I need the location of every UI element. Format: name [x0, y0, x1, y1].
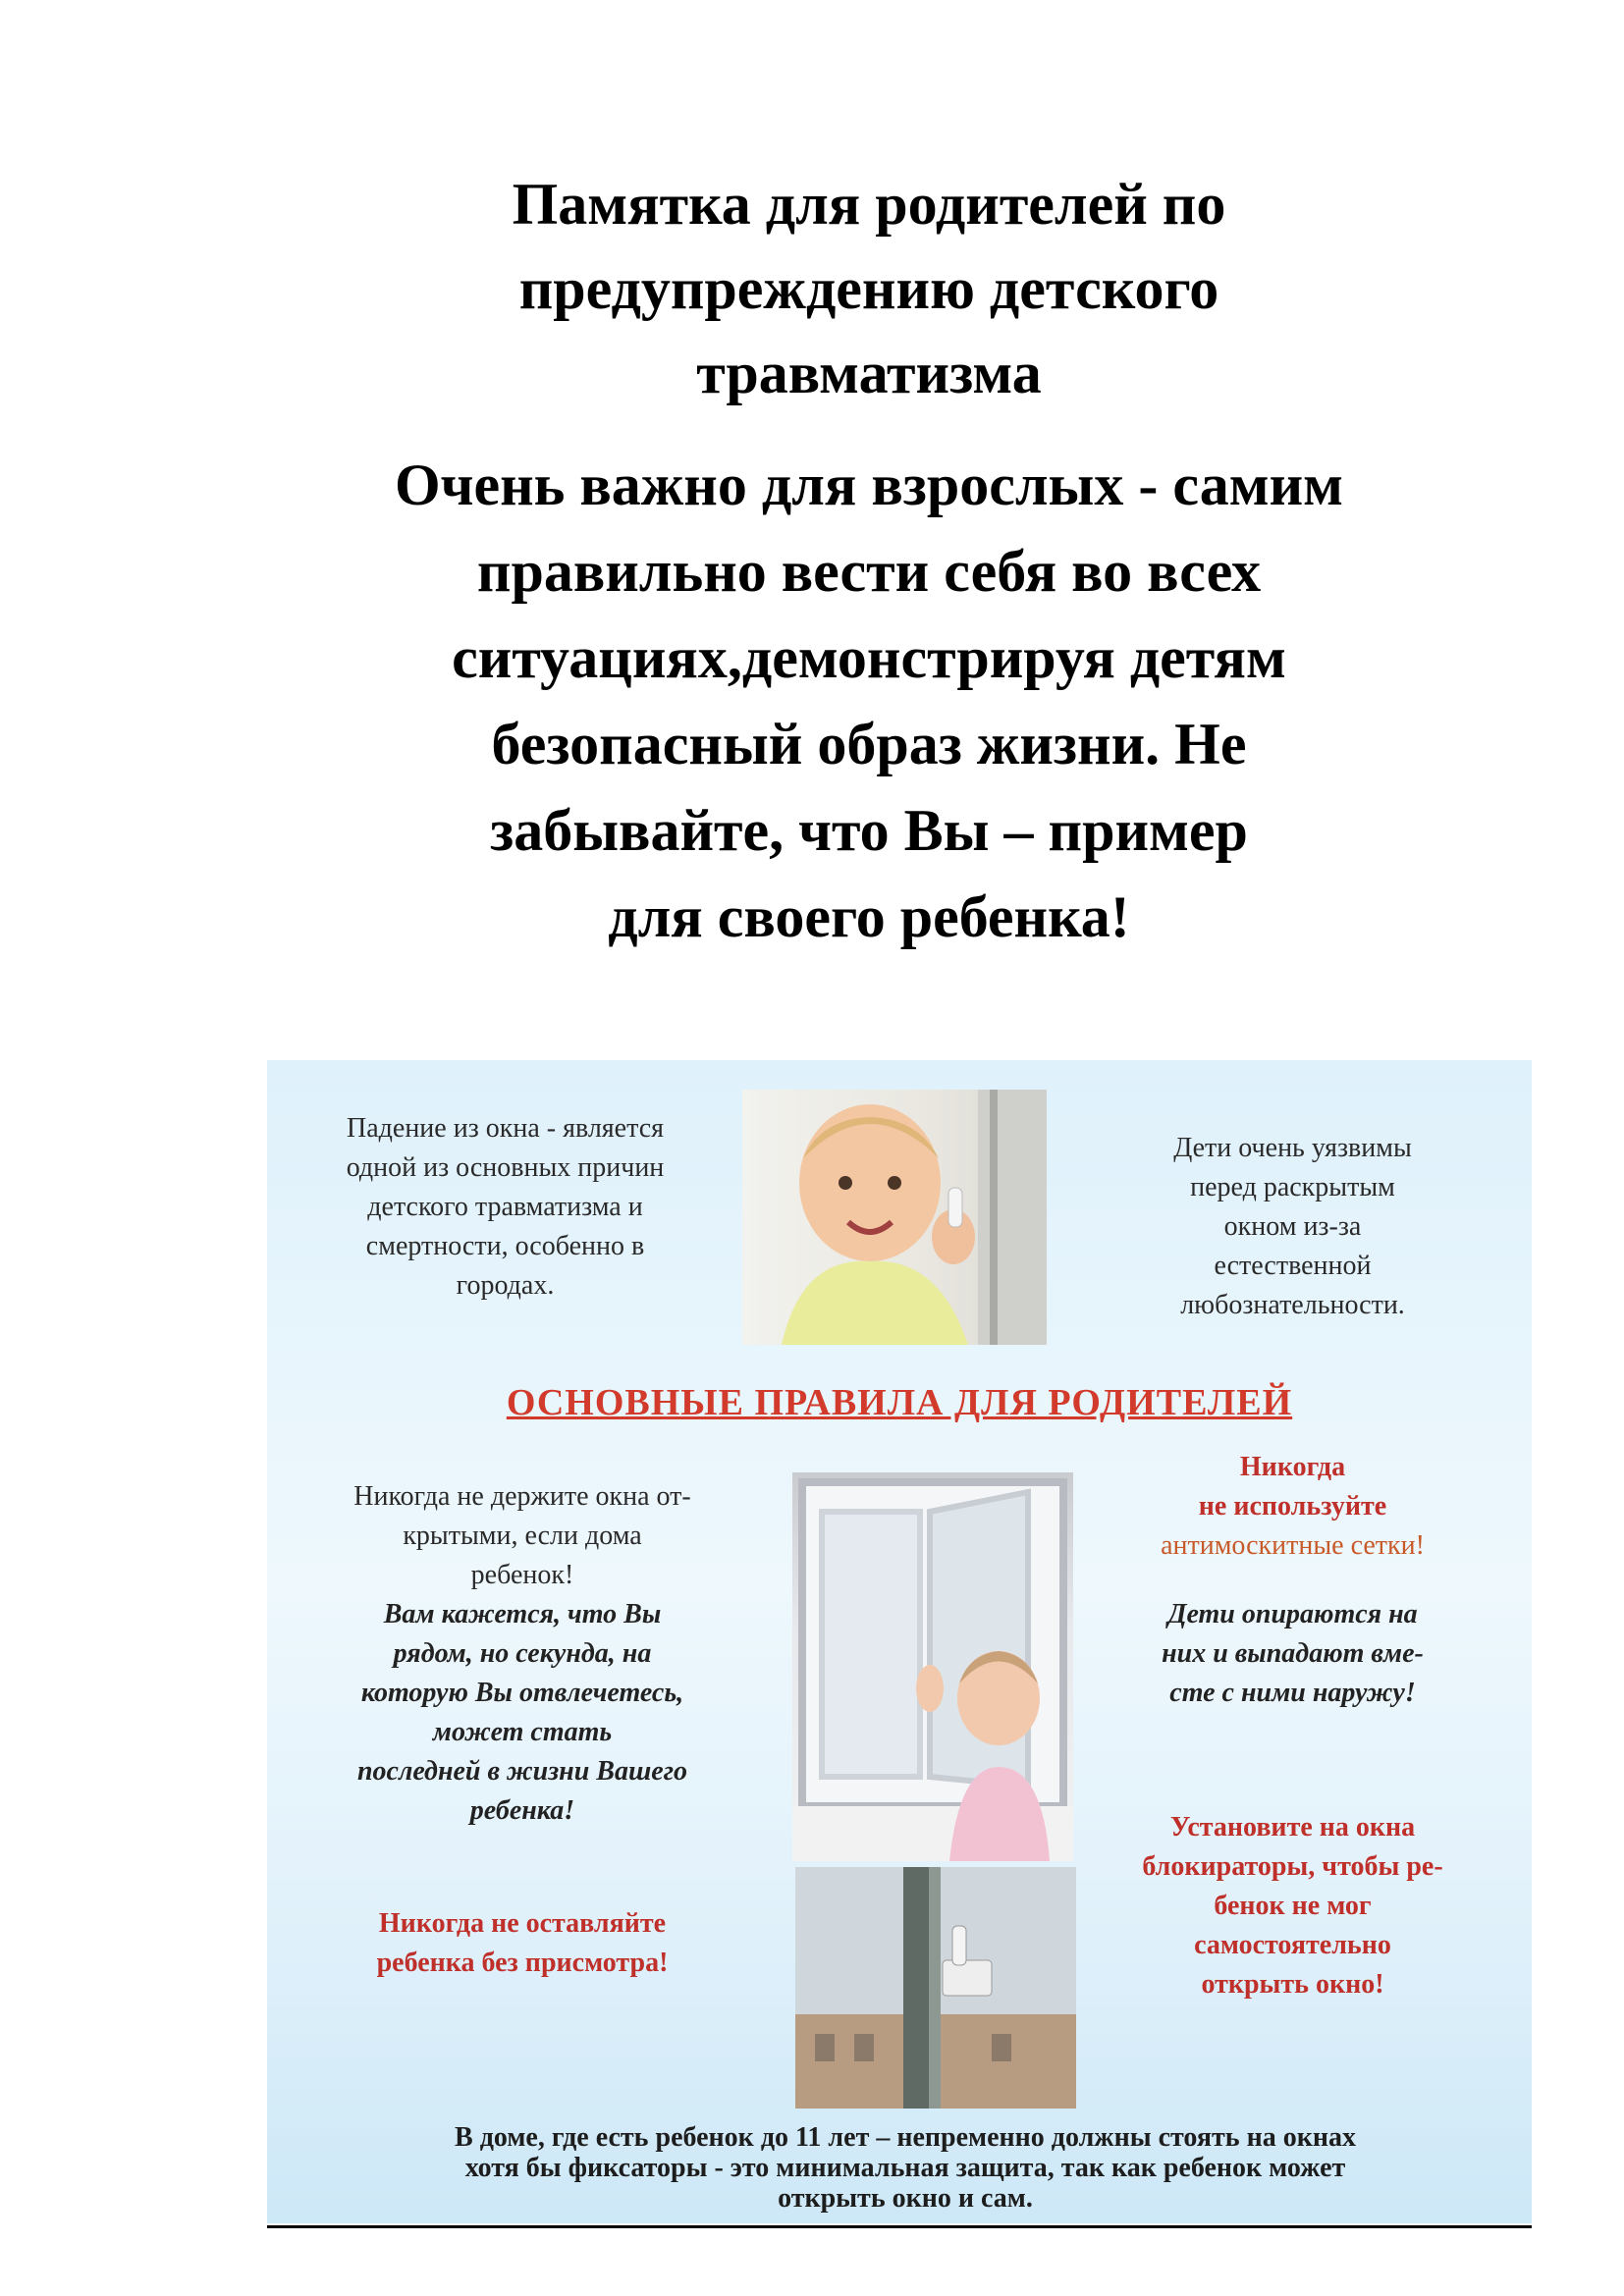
text-line: последней в жизни Вашего [356, 1756, 688, 1787]
rule-never-leave-unattended [287, 1904, 758, 1983]
page-subtitle [245, 442, 1492, 960]
title-line: Памятка для родителей по [512, 172, 1226, 237]
text-line: детского травматизма и [367, 1192, 643, 1222]
text-line: которую Вы отвлечетесь, [360, 1678, 684, 1708]
text-line: крытыми, если дома [403, 1521, 642, 1551]
text-line: хотя бы фиксаторы - это минимальная защита, так как ребенок может [464, 2153, 1346, 2183]
text-line: Никогда не держите окна от- [353, 1481, 691, 1512]
subtitle-line: забывайте, что Вы – пример [490, 798, 1248, 863]
child-photo-illustration [742, 1090, 1047, 1345]
text-line: бенок не мог [1214, 1891, 1372, 1921]
window-lock-photo [795, 1867, 1076, 2109]
title-line: травматизма [696, 341, 1042, 405]
text-line: Никогда [1239, 1452, 1346, 1482]
text-line: открыть окно и сам. [778, 2183, 1033, 2214]
text-line: может стать [432, 1717, 613, 1747]
open-window-illustration [792, 1472, 1073, 1861]
bottom-divider [267, 2225, 1532, 2228]
text-line: антимоскитные сетки! [1161, 1530, 1425, 1561]
text-line: перед раскрытым [1190, 1172, 1395, 1202]
text-line: самостоятельно [1194, 1930, 1391, 1960]
text-line: открыть окно! [1201, 1969, 1384, 2000]
text-line: окном из-за [1223, 1211, 1362, 1242]
rule-install-blockers [1064, 1808, 1521, 2004]
rules-heading: ОСНОВНЫЕ ПРАВИЛА ДЛЯ РОДИТЕЛЕЙ [506, 1382, 1293, 1423]
text-line: рядом, но секунда, на [393, 1638, 652, 1669]
rule-no-mosquito-nets [1064, 1448, 1521, 1566]
poster-intro-left [287, 1109, 724, 1306]
text-line: сте с ними наружу! [1169, 1678, 1416, 1708]
text-line: блокираторы, чтобы ре- [1142, 1851, 1443, 1882]
text-line: ребенка! [469, 1795, 575, 1826]
poster-footer-note [306, 2122, 1504, 2214]
subtitle-line: Очень важно для взрослых - самим [394, 453, 1344, 517]
text-line: Падение из окна - является [347, 1113, 664, 1144]
text-line: Установите на окна [1169, 1812, 1416, 1842]
text-line: городах. [456, 1270, 555, 1301]
text-line: В доме, где есть ребенок до 11 лет – непременно должны стоять на окнах [455, 2122, 1356, 2153]
open-window-photo [792, 1472, 1073, 1861]
text-line: смертности, особенно в [365, 1231, 645, 1261]
title-line: предупреждению детского [518, 256, 1219, 321]
text-line: Дети опираются на [1167, 1599, 1418, 1629]
window-lock-illustration [795, 1867, 1076, 2109]
child-at-window-photo [742, 1090, 1047, 1345]
text-line: ребенка без присмотра! [376, 1948, 669, 1978]
subtitle-line: для своего ребенка! [608, 884, 1130, 949]
text-line: естественной [1214, 1251, 1372, 1281]
subtitle-line: безопасный образ жизни. Не [491, 712, 1247, 776]
rule-keep-windows-closed [287, 1477, 758, 1831]
text-line: Дети очень уязвимы [1173, 1133, 1412, 1163]
text-line: не используйте [1198, 1491, 1387, 1522]
text-line: них и выпадают вме- [1162, 1638, 1424, 1669]
text-line: ребенок! [470, 1560, 574, 1590]
page-title [245, 162, 1492, 415]
subtitle-line: ситуациях,демонстрируя детям [452, 625, 1286, 690]
safety-poster [267, 1060, 1532, 2223]
text-line: любознательности. [1180, 1290, 1405, 1320]
text-line: одной из основных причин [346, 1152, 665, 1183]
rule-children-lean-on-nets [1064, 1595, 1521, 1713]
poster-intro-right [1064, 1129, 1521, 1325]
text-line: Вам кажется, что Вы [383, 1599, 662, 1629]
subtitle-line: правильно вести себя во всех [476, 539, 1262, 604]
text-line: Никогда не оставляйте [378, 1908, 667, 1939]
